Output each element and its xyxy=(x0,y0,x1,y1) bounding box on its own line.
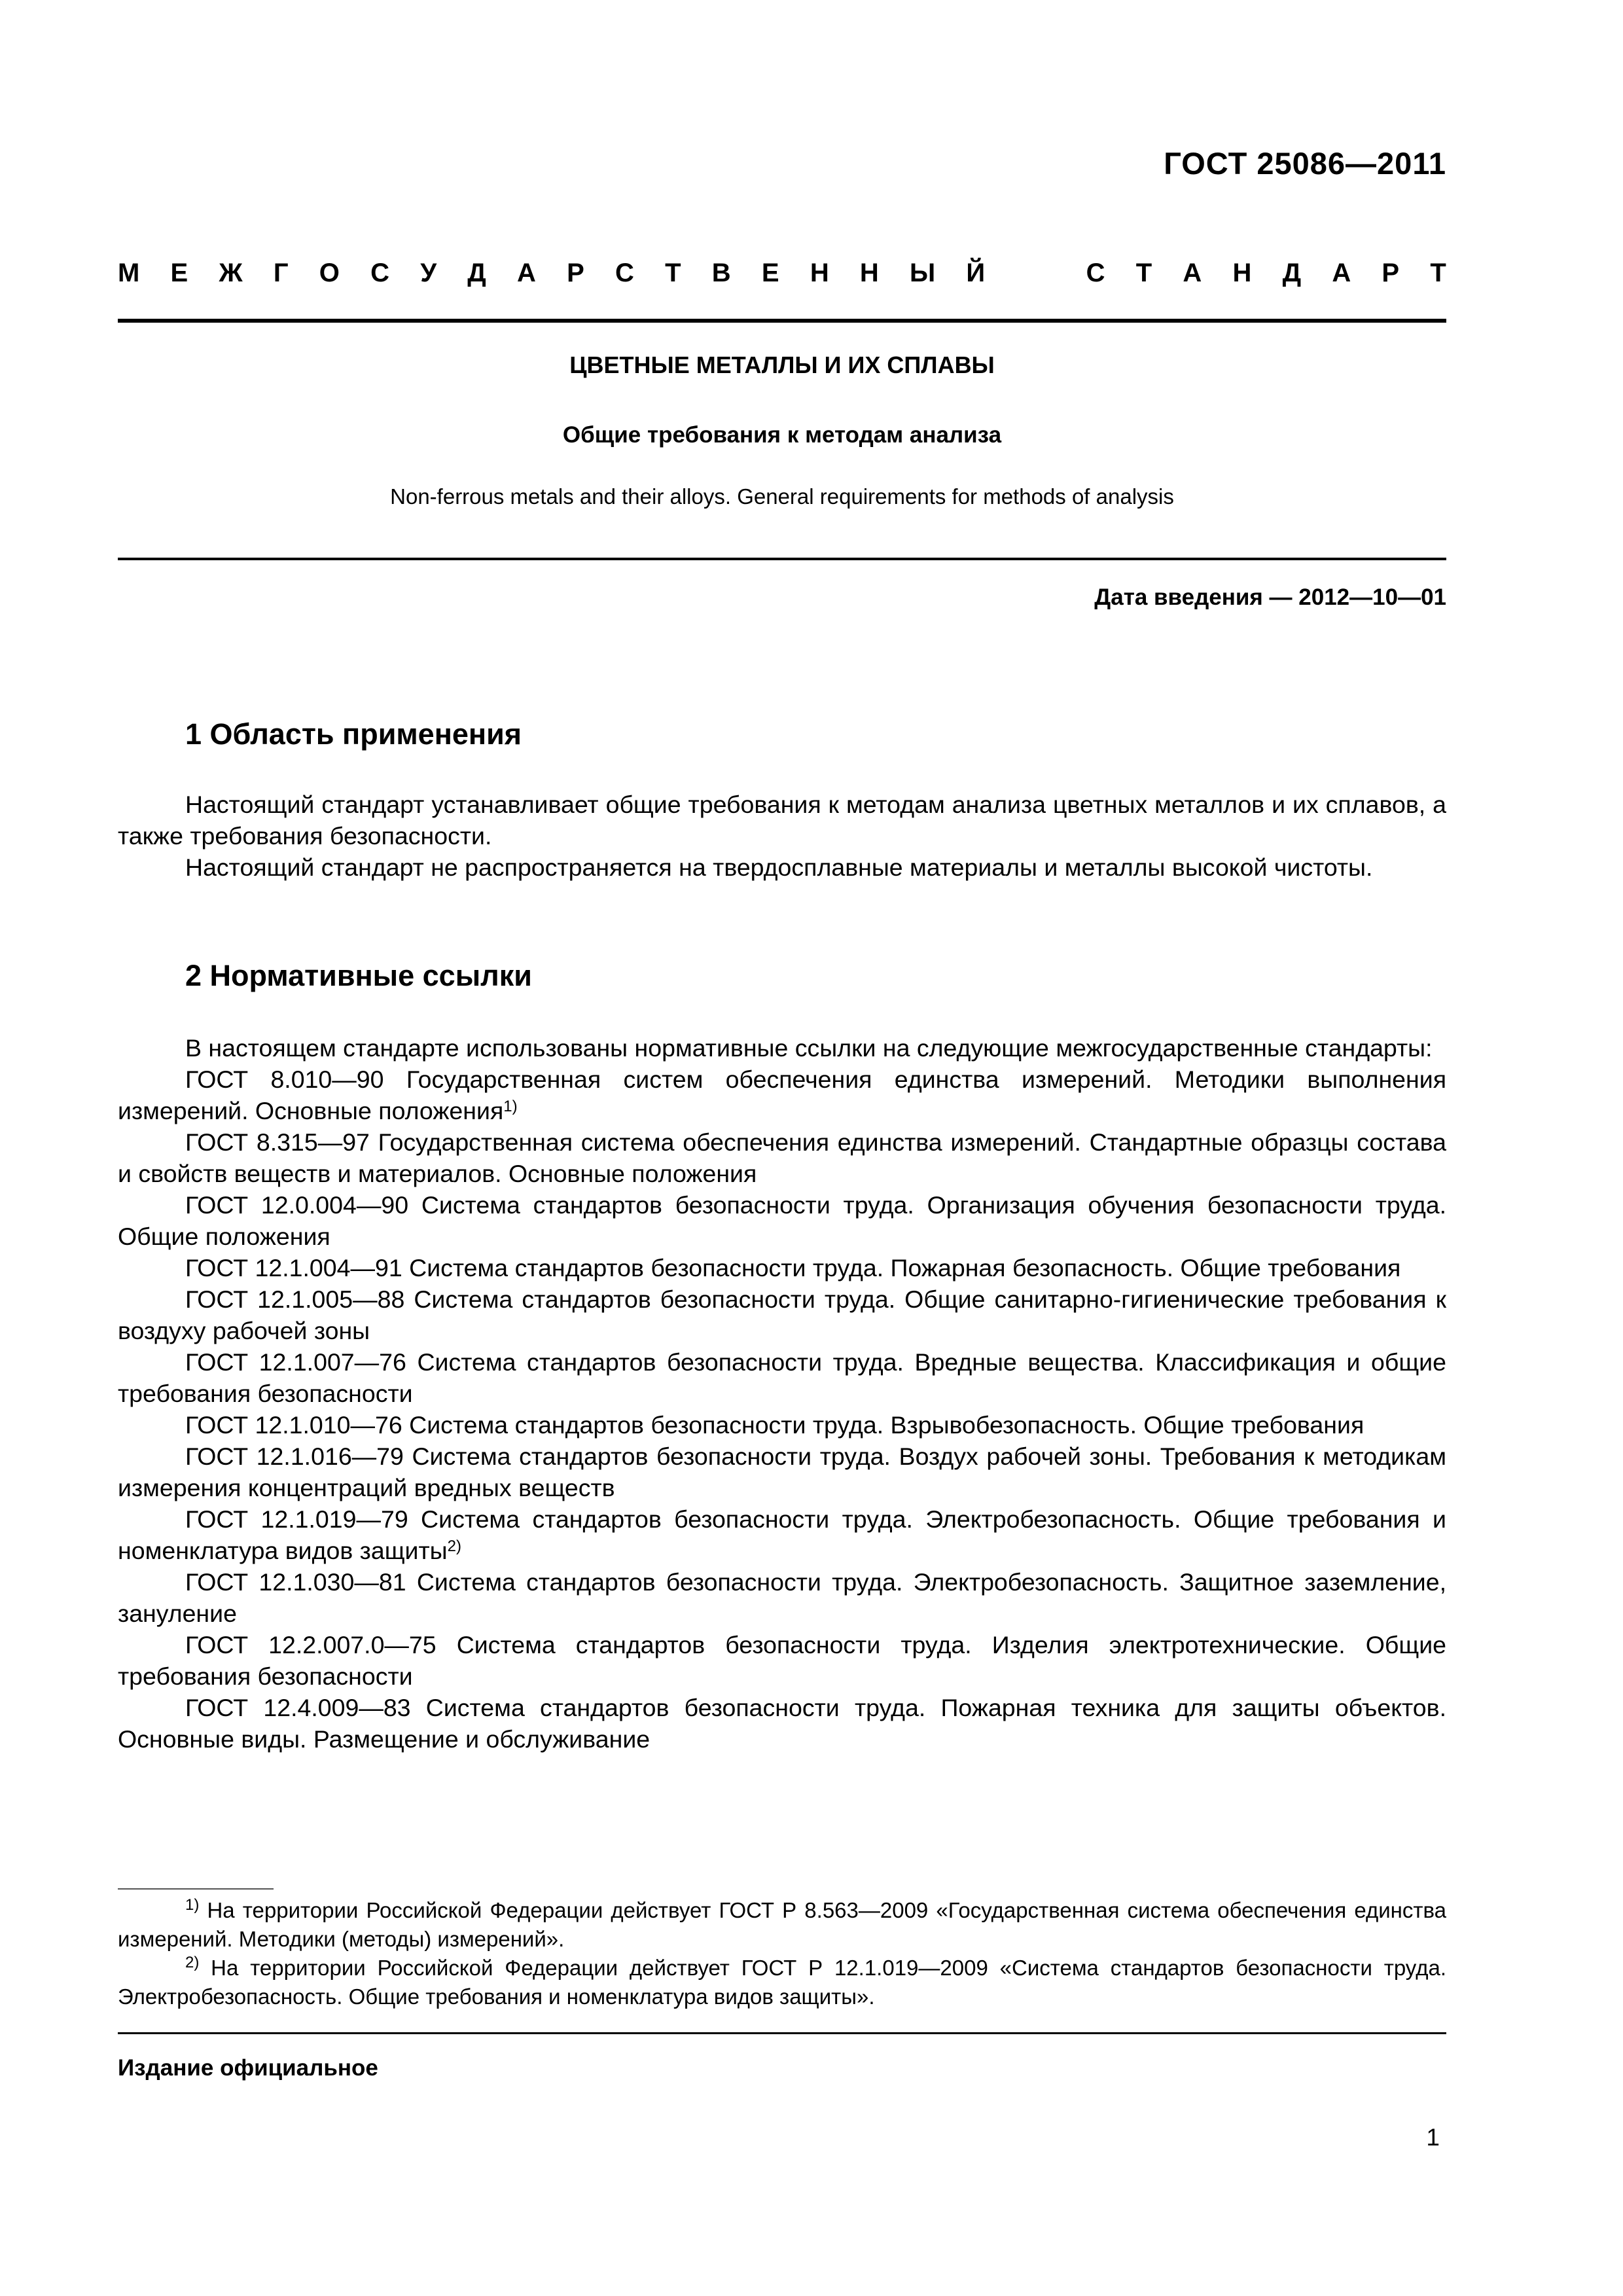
standard-type-letter: Н xyxy=(1232,259,1252,287)
paragraph: Настоящий стандарт устанавливает общие требования к методам анализа цветных металлов и их сплавов, а также требования безопасности. xyxy=(118,791,1446,850)
standard-type-letter: А xyxy=(1183,259,1202,287)
reference-text: ГОСТ 12.1.010—76 Система стандартов безопасности труда. Взрывобезопасность. Общие требования xyxy=(185,1411,1364,1439)
footer-rule xyxy=(118,2032,1446,2034)
reference-text: ГОСТ 12.1.004—91 Система стандартов безопасности труда. Пожарная безопасность. Общие требования xyxy=(185,1254,1401,1282)
footnote-separator xyxy=(118,1888,274,1890)
reference-text: ГОСТ 12.1.005—88 Система стандартов безопасности труда. Общие санитарно-гигиенические требования к воздуху рабочей зоны xyxy=(118,1285,1446,1344)
standard-type-letter: Д xyxy=(467,259,486,287)
edition-label: Издание официальное xyxy=(118,2055,378,2081)
reference-text: ГОСТ 8.010—90 Государственная систем обеспечения единства измерений. Методики выполнения измерений. Основные положения xyxy=(118,1066,1446,1124)
standard-type-letter: Т xyxy=(665,259,681,287)
standard-type-letter: А xyxy=(517,259,536,287)
reference-item xyxy=(118,1566,1446,1629)
reference-item xyxy=(118,1126,1446,1189)
standard-type-letter: С xyxy=(370,259,389,287)
reference-item xyxy=(118,1283,1446,1346)
references-intro: В настоящем стандарте использованы нормативные ссылки на следующие межгосударственные стандарты: xyxy=(185,1034,1433,1062)
reference-text: ГОСТ 12.1.019—79 Система стандартов безопасности труда. Электробезопасность. Общие требования и номенклатура видов защиты xyxy=(118,1505,1446,1564)
document-title: ЦВЕТНЫЕ МЕТАЛЛЫ И ИХ СПЛАВЫ xyxy=(569,351,995,378)
footnote-marker: 2) xyxy=(447,1537,461,1555)
document-number: ГОСТ 25086—2011 xyxy=(1164,146,1446,181)
standard-type-letter: Н xyxy=(810,259,829,287)
reference-item xyxy=(118,1064,1446,1126)
header-rule xyxy=(118,319,1446,323)
standard-type-letter: Й xyxy=(966,259,986,287)
reference-item xyxy=(118,1692,1446,1755)
footnote-text: На территории Российской Федерации действует ГОСТ Р 8.563—2009 «Государственная система обеспечения единства измерений. Методики (методы) измерений». xyxy=(118,1898,1446,1951)
standard-type-letter: Е xyxy=(761,259,779,287)
standard-type-letter: Д xyxy=(1282,259,1302,287)
page-number: 1 xyxy=(1426,2124,1440,2151)
paragraph: Настоящий стандарт не распространяется на твердосплавные материалы и металлы высокой чистоты. xyxy=(185,853,1373,881)
standard-type-letter: О xyxy=(319,259,340,287)
document-subtitle: Общие требования к методам анализа xyxy=(562,422,1002,448)
standard-type-letter: В xyxy=(711,259,731,287)
standard-type-letter: Н xyxy=(859,259,879,287)
section-heading-scope: 1 Область применения xyxy=(185,717,522,751)
standard-type-letter: Ы xyxy=(910,259,936,287)
introduction-date: Дата введения — 2012—10—01 xyxy=(1094,584,1446,610)
footnote-mark: 1) xyxy=(185,1896,200,1914)
standard-type-letter xyxy=(1016,259,1055,288)
reference-item xyxy=(118,1441,1446,1503)
title-rule xyxy=(118,558,1446,560)
standard-type-letter: С xyxy=(615,259,634,287)
footnote xyxy=(118,1896,1446,1954)
standard-type-letter: Р xyxy=(567,259,584,287)
standard-type-letter: Е xyxy=(170,259,188,287)
standard-type-letter: У xyxy=(420,259,437,287)
reference-text: ГОСТ 12.1.016—79 Система стандартов безопасности труда. Воздух рабочей зоны. Требования к методикам измерения концентраций вредных веществ xyxy=(118,1443,1446,1501)
reference-text: ГОСТ 12.4.009—83 Система стандартов безопасности труда. Пожарная техника для защиты объектов. Основные виды. Размещение и обслуживание xyxy=(118,1694,1446,1753)
footnote-mark: 2) xyxy=(185,1954,200,1971)
reference-item xyxy=(118,1409,1446,1441)
reference-item xyxy=(118,1252,1446,1283)
reference-item xyxy=(118,1189,1446,1252)
footnotes xyxy=(118,1896,1446,2011)
section-heading-references: 2 Нормативные ссылки xyxy=(185,959,532,992)
standard-type-letter: Т xyxy=(1135,259,1152,287)
reference-text: ГОСТ 12.0.004—90 Система стандартов безопасности труда. Организация обучения безопасности труда. Общие положения xyxy=(118,1191,1446,1250)
standard-type-letter: А xyxy=(1332,259,1351,287)
reference-item xyxy=(118,1629,1446,1692)
references-section xyxy=(118,1032,1446,1755)
footnote-text: На территории Российской Федерации действует ГОСТ Р 12.1.019—2009 «Система стандартов безопасности труда. Электробезопасность. Общие требования и номенклатура видов защиты». xyxy=(118,1956,1446,2009)
standard-type-letter: Р xyxy=(1382,259,1400,287)
standard-type-letter: Т xyxy=(1430,259,1446,287)
footnote xyxy=(118,1954,1446,2011)
english-title: Non-ferrous metals and their alloys. General requirements for methods of analysis xyxy=(390,484,1174,509)
reference-item xyxy=(118,1346,1446,1409)
standard-type-heading xyxy=(118,259,1446,288)
standard-type-letter: С xyxy=(1086,259,1105,287)
reference-text: ГОСТ 12.2.007.0—75 Система стандартов безопасности труда. Изделия электротехнические. Общие требования безопасности xyxy=(118,1631,1446,1690)
reference-text: ГОСТ 12.1.030—81 Система стандартов безопасности труда. Электробезопасность. Защитное заземление, зануление xyxy=(118,1568,1446,1627)
reference-text: ГОСТ 8.315—97 Государственная система обеспечения единства измерений. Стандартные образцы состава и свойств веществ и материалов. Основные положения xyxy=(118,1128,1446,1187)
scope-section xyxy=(118,789,1446,883)
standard-type-letter: Ж xyxy=(219,259,243,287)
reference-item xyxy=(118,1503,1446,1566)
footnote-marker: 1) xyxy=(503,1098,518,1115)
standard-type-letter: М xyxy=(118,259,140,287)
reference-text: ГОСТ 12.1.007—76 Система стандартов безопасности труда. Вредные вещества. Классификация и общие требования безопасности xyxy=(118,1348,1446,1407)
standard-type-letter: Г xyxy=(273,259,289,287)
